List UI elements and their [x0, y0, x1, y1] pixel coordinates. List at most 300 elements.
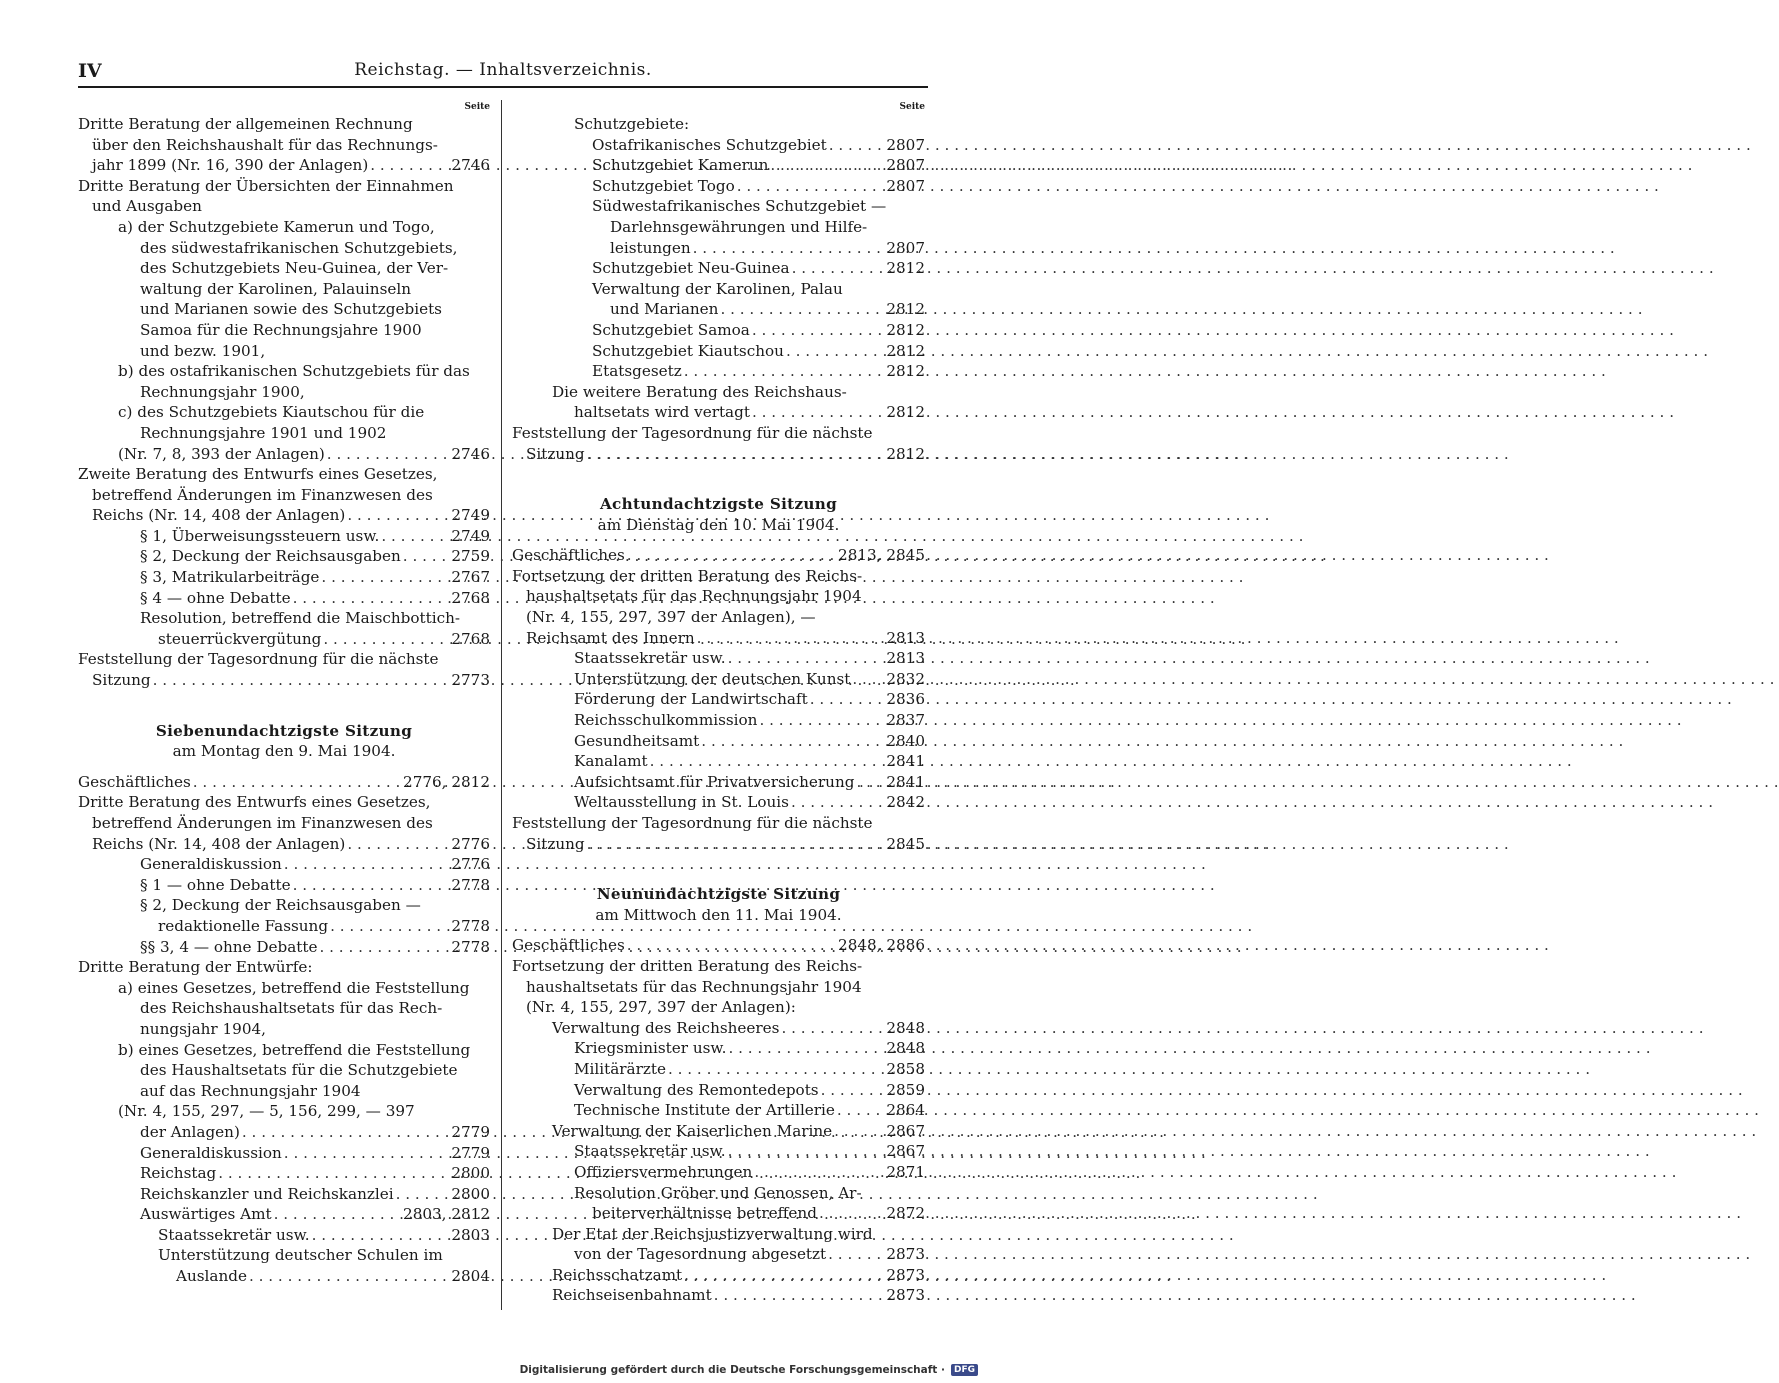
toc-entry-text: Feststellung der Tagesordnung für die nächste [78, 650, 439, 669]
toc-page-number: 2867 [886, 1121, 925, 1140]
toc-line [78, 196, 490, 217]
toc-entry-text: Schutzgebiet Samoa [592, 320, 750, 339]
toc-entry-text: der Anlagen) [140, 1122, 240, 1141]
dot-leader [368, 155, 451, 176]
toc-entry-text: § 4 — ohne Debatte [140, 588, 291, 607]
toc-page-number: 2836 [886, 690, 925, 709]
toc-entry [512, 1059, 925, 1080]
toc-entry-text: §§ 3, 4 — ohne Debatte [140, 937, 318, 956]
toc-entry [512, 545, 925, 566]
dot-leader [726, 648, 887, 669]
toc-line [78, 978, 490, 999]
dot-leader [695, 628, 887, 649]
dot-leader [827, 135, 887, 156]
dot-leader [272, 1204, 403, 1225]
toc-entry-text: Verwaltung des Remontedepots [574, 1080, 819, 1099]
dot-leader [699, 731, 886, 752]
toc-page-number: 2778 [451, 916, 490, 935]
toc-line [78, 382, 490, 403]
session-heading: Siebenundachtzigste Sitzung [155, 721, 413, 740]
toc-entry [512, 1203, 925, 1224]
toc-line [78, 464, 490, 485]
toc-entry-text: Staatssekretär usw. [574, 1142, 726, 1161]
toc-entry [512, 731, 925, 752]
toc-entry-text: a) der Schutzgebiete Kamerun und Togo, [118, 217, 435, 236]
dot-leader [854, 772, 886, 793]
toc-entry-text: und Marianen sowie des Schutzgebiets [140, 300, 442, 319]
toc-page-number: 2848, 2886 [838, 936, 925, 955]
dot-leader [750, 402, 886, 423]
toc-entry [78, 772, 490, 793]
toc-entry [512, 751, 925, 772]
toc-entry-text: § 3, Matrikularbeiträge [140, 568, 320, 587]
toc-entry-text: betreffend Änderungen im Finanzwesen des [92, 485, 433, 504]
dot-leader [789, 792, 886, 813]
toc-page-number: 2746 [451, 444, 490, 463]
toc-entry-text: waltung der Karolinen, Palauinseln [140, 279, 411, 298]
toc-line [78, 217, 490, 238]
toc-page-number: 2768 [451, 629, 490, 648]
toc-page-number: 2768 [451, 588, 490, 607]
toc-entry-text: Schutzgebiete: [574, 115, 690, 133]
dot-leader [394, 1184, 452, 1205]
toc-line [512, 217, 925, 238]
toc-entry-text: Darlehnsgewährungen und Hilfe- [610, 217, 868, 236]
toc-entry [78, 526, 490, 547]
dot-leader [216, 1163, 451, 1184]
toc-entry-text: und Ausgaben [92, 197, 202, 216]
toc-entry-text: Technische Institute der Artillerie [574, 1101, 835, 1120]
dot-leader [240, 1122, 451, 1143]
toc-line [78, 792, 490, 813]
toc-line [512, 997, 925, 1018]
toc-line [78, 258, 490, 279]
toc-entry [78, 670, 490, 691]
dot-leader [291, 588, 452, 609]
toc-entry-text: Reichsschulkommission [574, 711, 758, 730]
toc-entry [512, 1285, 925, 1306]
toc-entry [512, 176, 925, 197]
toc-page-number: 2858 [886, 1059, 925, 1078]
toc-entry [78, 567, 490, 588]
toc-entry [78, 1266, 490, 1287]
toc-entry-text: Offiziersvermehrungen [574, 1162, 753, 1181]
toc-line [78, 485, 490, 506]
toc-entry-text: des Haushaltsetats für die Schutzgebiete [140, 1061, 458, 1080]
toc-entry-text: Rechnungsjahr 1900, [140, 382, 305, 401]
toc-entry-text: Unterstützung deutscher Schulen im [158, 1246, 443, 1265]
toc-entry [512, 669, 925, 690]
seite-label-right: Seite [899, 102, 925, 112]
dot-leader [345, 834, 451, 855]
toc-line [78, 238, 490, 259]
toc-page-number: 2807 [886, 176, 925, 195]
toc-page-number: 2807 [886, 156, 925, 175]
toc-entry-text: redaktionelle Fassung [158, 916, 329, 935]
toc-entry-text: steuerrückvergütung [158, 629, 322, 648]
toc-entry-text: Rechnungsjahre 1901 und 1902 [140, 423, 387, 442]
toc-entry-text: Staatssekretär usw. [158, 1225, 310, 1244]
toc-line [78, 998, 490, 1019]
dot-leader [808, 689, 887, 710]
toc-line [78, 1040, 490, 1061]
toc-entry [512, 935, 925, 956]
toc-page-number: 2746 [451, 156, 490, 175]
toc-entry [512, 1100, 925, 1121]
toc-page-number: 2812 [886, 259, 925, 278]
dot-leader [282, 854, 452, 875]
toc-page-number: 2776 [451, 834, 490, 853]
toc-column-left [78, 100, 490, 1287]
dot-leader [790, 258, 887, 279]
toc-entry-text: Geschäftliches [78, 772, 191, 791]
toc-entry [78, 1204, 490, 1225]
toc-entry-text: beiterverhältnisse betreffend [592, 1204, 817, 1223]
toc-entry [78, 937, 490, 958]
toc-page-number: 2767 [451, 568, 490, 587]
page-number: IV [78, 60, 102, 82]
toc-entry-text: Ostafrikanisches Schutzgebiet [592, 135, 827, 154]
toc-page-number: 2812 [886, 341, 925, 360]
toc-entry-text: Auswärtiges Amt [140, 1205, 272, 1224]
toc-line [512, 423, 925, 444]
toc-entry [512, 320, 925, 341]
toc-entry [512, 1038, 925, 1059]
toc-entry-text: Schutzgebiet Kiautschou [592, 341, 784, 360]
toc-entry-text: Resolution Gröber und Genossen, Ar- [574, 1183, 862, 1202]
toc-entry-text: Samoa für die Rechnungsjahre 1900 [140, 320, 422, 339]
session-heading: Achtundachtzigste Sitzung [599, 495, 838, 514]
toc-line [512, 114, 925, 135]
toc-entry-text: a) eines Gesetzes, betreffend die Feststellung [118, 978, 470, 997]
toc-page-number: 2848 [886, 1039, 925, 1058]
toc-entry-text: Reichskanzler und Reichskanzlei [140, 1184, 394, 1203]
toc-entry-text: Resolution, betreffend die Maischbottich- [140, 609, 460, 628]
dot-leader [682, 1265, 886, 1286]
toc-entry-text: Sitzung [526, 444, 585, 463]
dot-leader [625, 545, 838, 566]
toc-entry [78, 854, 490, 875]
toc-page-number: 2803 [451, 1225, 490, 1244]
toc-line [78, 1101, 490, 1122]
toc-entry [512, 135, 925, 156]
dot-leader [726, 1038, 886, 1059]
dot-leader [585, 444, 887, 465]
toc-entry [512, 341, 925, 362]
dot-leader [319, 567, 451, 588]
toc-page-number: 2807 [886, 135, 925, 154]
toc-entry-text: Generaldiskussion [140, 855, 282, 874]
dot-leader [712, 1285, 887, 1306]
toc-page-number: 2871 [886, 1162, 925, 1181]
dot-leader [826, 1244, 886, 1265]
dot-leader [752, 1162, 886, 1183]
toc-entry [512, 444, 925, 465]
toc-page-number: 2800 [451, 1164, 490, 1183]
toc-line [78, 423, 490, 444]
toc-entry [78, 834, 490, 855]
toc-page-number: 2873 [886, 1265, 925, 1284]
toc-entry-text: Generaldiskussion [140, 1143, 282, 1162]
toc-entry-text: betreffend Änderungen im Finanzwesen des [92, 814, 433, 832]
toc-page-number: 2812 [886, 320, 925, 339]
toc-entry [512, 155, 925, 176]
toc-line [78, 341, 490, 362]
dfg-logo: DFG [951, 1364, 978, 1376]
session-heading: Neunundachtzigste Sitzung [596, 885, 841, 904]
toc-entry-text: Fortsetzung der dritten Beratung des Reichs- [512, 956, 863, 975]
dot-leader [718, 299, 886, 320]
toc-entry-text: Etatsgesetz [592, 362, 682, 381]
toc-entry-text: Verwaltung der Karolinen, Palau [592, 279, 843, 298]
toc-entry-text: Geschäftliches [512, 546, 625, 565]
toc-page-number: 2840 [886, 731, 925, 750]
toc-entry [512, 628, 925, 649]
dot-leader [682, 361, 887, 382]
dot-leader [321, 629, 451, 650]
toc-entry-text: Unterstützung der deutschen Kunst [574, 669, 851, 688]
toc-entry-text: Südwestafrikanisches Schutzgebiet — [592, 197, 887, 216]
dot-leader [819, 1080, 887, 1101]
toc-entry [78, 1225, 490, 1246]
toc-entry [512, 689, 925, 710]
toc-entry-text: jahr 1899 (Nr. 16, 390 der Anlagen) [92, 156, 369, 175]
toc-page-number: 2800 [451, 1184, 490, 1203]
toc-page-number: 2845 [886, 834, 925, 853]
toc-entry [78, 444, 490, 465]
toc-page-number: 2804 [451, 1267, 490, 1286]
toc-entry-text: Schutzgebiet Togo [592, 176, 735, 195]
toc-entry [512, 299, 925, 320]
toc-line [512, 1183, 925, 1204]
dot-leader [817, 1203, 886, 1224]
toc-entry-text: des Schutzgebiets Neu-Guinea, der Ver- [140, 259, 449, 278]
toc-line [78, 299, 490, 320]
footer-credit [520, 1364, 978, 1376]
toc-page-number: 2778 [451, 875, 490, 894]
dot-leader [750, 320, 886, 341]
toc-line [512, 196, 925, 217]
dot-leader [151, 670, 452, 691]
toc-entry-text: auf das Rechnungsjahr 1904 [140, 1081, 361, 1100]
toc-entry [512, 1265, 925, 1286]
toc-line [78, 135, 490, 156]
toc-page-number: 2873 [886, 1286, 925, 1305]
toc-line [512, 813, 925, 834]
toc-entry-text: Feststellung der Tagesordnung für die nächste [512, 423, 873, 442]
session-date: am Dienstag den 10. Mai 1904. [597, 515, 840, 534]
toc-entry-text: Reichs (Nr. 14, 408 der Anlagen) [92, 506, 346, 525]
toc-entry-text: und bezw. 1901, [140, 341, 266, 360]
toc-entry [512, 710, 925, 731]
toc-page-number: 2749 [451, 506, 490, 525]
dot-leader [282, 1143, 452, 1164]
toc-entry-text: Staatssekretär usw. [574, 649, 726, 668]
toc-entry-text: Kanalamt [574, 752, 648, 771]
toc-page-number: 2813 [886, 628, 925, 647]
toc-page-number: 2779 [451, 1122, 490, 1141]
toc-line [512, 1224, 925, 1245]
toc-page-number: 2848 [886, 1018, 925, 1037]
toc-page-number: 2873 [886, 1245, 925, 1264]
toc-entry-text: Dritte Beratung des Entwurfs eines Gesetzes, [78, 793, 431, 812]
toc-entry-text: des südwestafrikanischen Schutzgebiets, [140, 238, 458, 257]
dot-leader [832, 1121, 886, 1142]
toc-page-number: 2864 [886, 1101, 925, 1120]
toc-entry [512, 1121, 925, 1142]
dot-leader [625, 935, 838, 956]
toc-line [512, 977, 925, 998]
toc-page-number: 2776 [451, 855, 490, 874]
dot-leader [379, 526, 451, 547]
toc-entry [78, 916, 490, 937]
toc-entry-text: Die weitere Beratung des Reichshaus- [552, 382, 847, 401]
toc-page-number: 2872 [886, 1204, 925, 1223]
toc-entry-text: Reichsschatzamt [552, 1265, 683, 1284]
toc-entry [512, 834, 925, 855]
toc-entry-text: § 1, Überweisungssteuern usw. [140, 526, 380, 545]
column-divider [501, 100, 502, 1310]
toc-entry-text: Reichseisenbahnamt [552, 1286, 712, 1305]
toc-line [78, 1019, 490, 1040]
toc-page-number: 2812 [886, 403, 925, 422]
dot-leader [726, 1141, 887, 1162]
toc-entry-text: haltsetats wird vertagt [574, 403, 750, 422]
toc-entry-text: Reichs (Nr. 14, 408 der Anlagen) [92, 834, 346, 853]
toc-entry [78, 505, 490, 526]
toc-page-number: 2773 [451, 671, 490, 690]
toc-entry-text: Dritte Beratung der allgemeinen Rechnung [78, 115, 413, 133]
dot-leader [328, 916, 451, 937]
toc-entry-text: Militärärzte [574, 1059, 666, 1078]
toc-entry-text: Gesundheitsamt [574, 731, 700, 750]
toc-entry [512, 1080, 925, 1101]
toc-page-number: 2759 [451, 547, 490, 566]
toc-entry-text: (Nr. 4, 155, 297, 397 der Anlagen), — [526, 608, 816, 627]
toc-line [78, 402, 490, 423]
toc-entry [512, 258, 925, 279]
toc-entry-text: Dritte Beratung der Entwürfe: [78, 958, 313, 977]
toc-page-number: 2841 [886, 772, 925, 791]
dot-leader [784, 341, 886, 362]
toc-entry [78, 629, 490, 650]
toc-entry [512, 402, 925, 423]
toc-page-number: 2776, 2812 [403, 772, 490, 791]
page-header [78, 58, 928, 88]
dot-leader [310, 1225, 452, 1246]
toc-page-number: 2812 [886, 444, 925, 463]
toc-line [78, 1245, 490, 1266]
dot-leader [345, 505, 451, 526]
footer-text: Digitalisierung gefördert durch die Deutsche Forschungsgemeinschaft · [519, 1364, 945, 1376]
toc-entry-text: (Nr. 4, 155, 297, 397 der Anlagen): [526, 998, 796, 1017]
dot-leader [648, 751, 887, 772]
dot-leader [835, 1100, 886, 1121]
dot-leader [191, 772, 403, 793]
toc-entry-text: haushaltsetats für das Rechnungsjahr 1904 [526, 587, 862, 606]
toc-entry-text: § 2, Deckung der Reichsausgaben [140, 547, 401, 566]
dot-leader [768, 155, 886, 176]
toc-line [78, 608, 490, 629]
toc-entry [78, 1163, 490, 1184]
dot-leader [757, 710, 886, 731]
toc-entry-text: Förderung der Landwirtschaft [574, 690, 808, 709]
toc-entry [78, 155, 490, 176]
toc-page-number: 2842 [886, 793, 925, 812]
toc-entry [78, 1122, 490, 1143]
toc-entry [512, 792, 925, 813]
toc-line [78, 1081, 490, 1102]
toc-entry-text: von der Tagesordnung abgesetzt [574, 1245, 827, 1264]
toc-entry-text: haushaltsetats für das Rechnungsjahr 1904 [526, 977, 862, 996]
toc-entry-text: c) des Schutzgebiets Kiautschou für die [118, 403, 425, 422]
dot-leader [585, 834, 887, 855]
toc-page-number: 2803, 2812 [403, 1205, 490, 1224]
dot-leader [779, 1018, 886, 1039]
toc-page-number: 2749 [451, 526, 490, 545]
toc-entry-text: Schutzgebiet Kamerun [592, 156, 769, 175]
toc-entry-text: Verwaltung der Kaiserlichen Marine [552, 1121, 833, 1140]
toc-entry [78, 1184, 490, 1205]
toc-entry [512, 772, 925, 793]
toc-entry [78, 546, 490, 567]
dot-leader [850, 669, 886, 690]
toc-entry-text: b) des ostafrikanischen Schutzgebiets für das [118, 362, 470, 381]
toc-page-number: 2812 [886, 362, 925, 381]
toc-entry [78, 588, 490, 609]
dot-leader [318, 937, 452, 958]
toc-line [512, 566, 925, 587]
toc-entry-text: Kriegsminister usw. [574, 1039, 727, 1058]
toc-entry-text: (Nr. 4, 155, 297, — 5, 156, 299, — 397 [118, 1102, 415, 1121]
page-title: Reichstag. — Inhaltsverzeichnis. [354, 60, 652, 80]
toc-entry [78, 875, 490, 896]
toc-entry-text: Sitzung [92, 671, 151, 690]
toc-line [512, 586, 925, 607]
toc-entry-text: Weltausstellung in St. Louis [574, 793, 789, 812]
dot-leader [247, 1266, 451, 1287]
toc-entry-text: Aufsichtsamt für Privatversicherung [574, 772, 855, 791]
dot-leader [325, 444, 452, 465]
toc-entry-text: Reichsamt des Innern [526, 628, 695, 647]
toc-entry-text: über den Reichshaushalt für das Rechnungs- [92, 135, 438, 154]
toc-entry-text: und Marianen [610, 300, 719, 319]
session-date: am Montag den 9. Mai 1904. [172, 742, 396, 761]
toc-line [78, 895, 490, 916]
toc-entry [512, 1018, 925, 1039]
toc-page-number: 2807 [886, 238, 925, 257]
toc-page-number: 2859 [886, 1080, 925, 1099]
toc-entry-text: § 1 — ohne Debatte [140, 875, 291, 894]
toc-line [78, 320, 490, 341]
toc-entry-text: nungsjahr 1904, [140, 1019, 266, 1038]
toc-entry-text: Reichstag [140, 1164, 217, 1183]
toc-line [78, 813, 490, 834]
toc-line [78, 957, 490, 978]
toc-line [512, 607, 925, 628]
toc-entry-text: Verwaltung des Reichsheeres [552, 1018, 780, 1037]
toc-entry [512, 1162, 925, 1183]
toc-line [78, 279, 490, 300]
toc-line [78, 1060, 490, 1081]
toc-entry-text: leistungen [610, 238, 691, 257]
toc-line [78, 649, 490, 670]
toc-line [78, 361, 490, 382]
toc-page-number: 2812 [886, 300, 925, 319]
toc-entry-text: b) eines Gesetzes, betreffend die Feststellung [118, 1040, 471, 1059]
toc-page-number: 2778 [451, 937, 490, 956]
toc-line [512, 956, 925, 977]
